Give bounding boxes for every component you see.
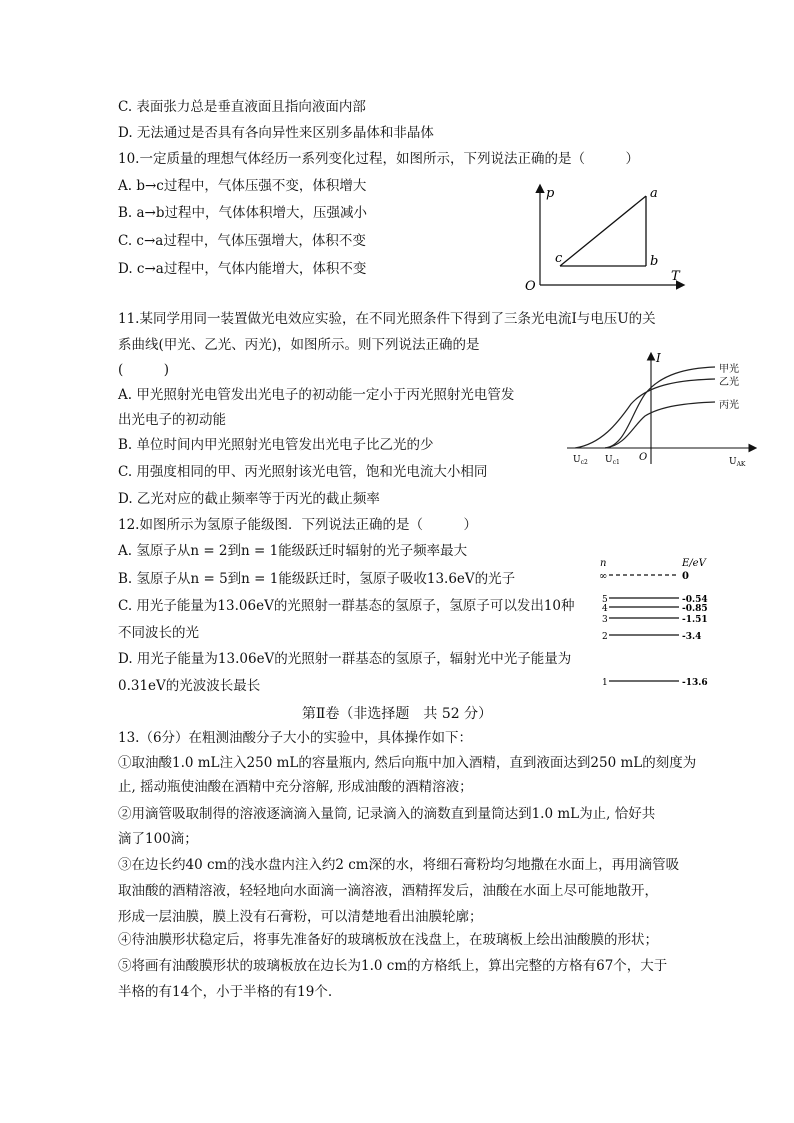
q13-step1: ①取油酸1.0 mL注入250 mL的容量瓶内, 然后向瓶中加入酒精，直到液面达到250 mL的刻度为	[118, 755, 697, 771]
q12-option-d: D. 用光子能量为13.06eV的光照射一群基态的氢原子，辐射光中光子能量为	[118, 651, 572, 667]
q12-level-2-n: 2	[602, 632, 608, 642]
q13-step1-cont: 止, 摇动瓶使油酸在酒精中充分溶解, 形成油酸的酒精溶液；	[118, 779, 473, 795]
q12-level-4-n: 4	[602, 604, 608, 614]
q11-curve-bing	[605, 402, 715, 448]
part2-title: 第Ⅱ卷（非选择题 共 52 分）	[301, 706, 493, 722]
q11-stem-line1: 11.某同学用同一装置做光电效应实验，在不同光照条件下得到了三条光电流I与电压U的关	[118, 311, 656, 327]
q11-uc2-label: $U_{c2}$	[573, 455, 588, 466]
q12-option-c: C. 用光子能量为13.06eV的光照射一群基态的氢原子，氢原子可以发出10种	[118, 598, 575, 614]
q11-iv-curves	[565, 352, 765, 470]
q13-step5: ⑤将画有油酸膜形状的玻璃板放在边长为1.0 cm的方格纸上，算出完整的方格有67个，大于	[118, 958, 668, 974]
q13-step5-cont: 半格的有14个，小于半格的有19个.	[118, 984, 333, 1000]
q13-step2-cont: 滴了100滴；	[118, 831, 198, 847]
q10-p-label: p	[546, 186, 555, 201]
q10-point-a: a	[650, 186, 658, 201]
q11-option-b: B. 单位时间内甲光照射光电管发出光电子比乙光的少	[118, 437, 434, 453]
q13-stem: 13.（6分）在粗测油酸分子大小的实验中，具体操作如下：	[118, 730, 473, 746]
q12-level-4-e: -0.85	[682, 604, 708, 614]
q10-line-ca	[560, 196, 646, 266]
q12-level-2-e: -3.4	[682, 632, 702, 642]
q12-option-c-cont: 不同波长的光	[118, 625, 199, 641]
q11-option-a: A. 甲光照射光电管发出光电子的初动能一定小于丙光照射光电管发	[118, 387, 515, 403]
q12-e-header: E/eV	[682, 558, 706, 569]
q13-step4: ④待油膜形状稳定后，将事先准备好的玻璃板放在浅盘上，在玻璃板上绘出油酸膜的形状；	[118, 932, 658, 948]
q13-step3: ③在边长约40 cm的浅水盘内注入约2 cm深的水，将细石膏粉均匀地撒在水面上，再用滴管吸	[118, 857, 680, 873]
q11-label-yi: 乙光	[719, 377, 739, 388]
q12-level-3-e: -1.51	[682, 615, 708, 625]
q10-t-label: T	[671, 269, 680, 284]
q11-origin-label: O	[639, 452, 648, 463]
q11-answer-blank: ( )	[118, 362, 170, 378]
q12-option-d-cont: 0.31eV的光波波长最长	[118, 678, 261, 694]
q11-u-label: $U_{AK}$	[729, 457, 746, 468]
q11-curve-jia	[605, 367, 715, 448]
q12-level-1-n: 1	[602, 678, 608, 688]
q10-point-c: c	[555, 251, 563, 266]
q11-curve-yi	[575, 379, 715, 448]
q10-option-b: B. a→b过程中，气体体积增大，压强减小	[118, 205, 368, 221]
q9-option-d: D. 无法通过是否具有各向异性来区别多晶体和非晶体	[118, 125, 434, 141]
q9-option-c: C. 表面张力总是垂直液面且指向液面内部	[118, 99, 366, 115]
q12-option-b: B. 氢原子从n = 5到n = 1能级跃迁时，氢原子吸收13.6eV的光子	[118, 571, 516, 587]
q11-uc1-label: $U_{c1}$	[605, 455, 620, 466]
q10-pt-diagram	[515, 178, 695, 296]
q11-option-c: C. 用强度相同的甲、丙光照射该光电管，饱和光电流大小相同	[118, 464, 488, 480]
q10-origin-label: O	[525, 279, 536, 294]
q13-step2: ②用滴管吸取制得的溶液逐滴滴入量筒, 记录滴入的滴数直到量筒达到1.0 mL为止, 恰好共	[118, 806, 656, 822]
q12-stem: 12.如图所示为氢原子能级图．下列说法正确的是（ ）	[118, 517, 477, 533]
q13-step3-cont2: 形成一层油膜，膜上没有石膏粉，可以清楚地看出油膜轮廓；	[118, 909, 483, 925]
q10-stem: 10.一定质量的理想气体经历一系列变化过程，如图所示，下列说法正确的是（ ）	[118, 151, 639, 167]
q10-option-d: D. c→a过程中，气体内能增大，体积不变	[118, 261, 367, 277]
q12-option-a: A. 氢原子从n = 2到n = 1能级跃迁时辐射的光子频率最大	[118, 543, 468, 559]
q12-level-3-n: 3	[602, 615, 608, 625]
q12-energy-level-diagram	[595, 552, 720, 692]
q13-step3-cont1: 取油酸的酒精溶液，轻轻地向水面滴一滴溶液，酒精挥发后，油酸在水面上尽可能地散开，	[118, 883, 658, 899]
q10-option-a: A. b→c过程中，气体压强不变，体积增大	[118, 178, 367, 194]
q11-label-jia: 甲光	[719, 364, 739, 375]
q12-n-header: n	[600, 558, 607, 569]
q10-point-b: b	[650, 254, 659, 269]
q12-level-inf-e: 0	[682, 571, 689, 582]
q12-level-1-e: -13.6	[682, 678, 708, 688]
q11-stem-line2: 系曲线(甲光、乙光、丙光)，如图所示。则下列说法正确的是	[118, 337, 480, 353]
q11-label-bing: 丙光	[719, 400, 739, 411]
q12-level-inf-n: ∞	[599, 571, 608, 582]
q12-level-5-n: 5	[602, 595, 608, 605]
q11-option-d: D. 乙光对应的截止频率等于丙光的截止频率	[118, 491, 380, 507]
q11-option-a-cont: 出光电子的初动能	[118, 412, 226, 428]
q11-i-label: I	[656, 352, 661, 365]
q10-option-c: C. c→a过程中，气体压强增大，体积不变	[118, 233, 366, 249]
q12-level-5-e: -0.54	[682, 595, 708, 605]
